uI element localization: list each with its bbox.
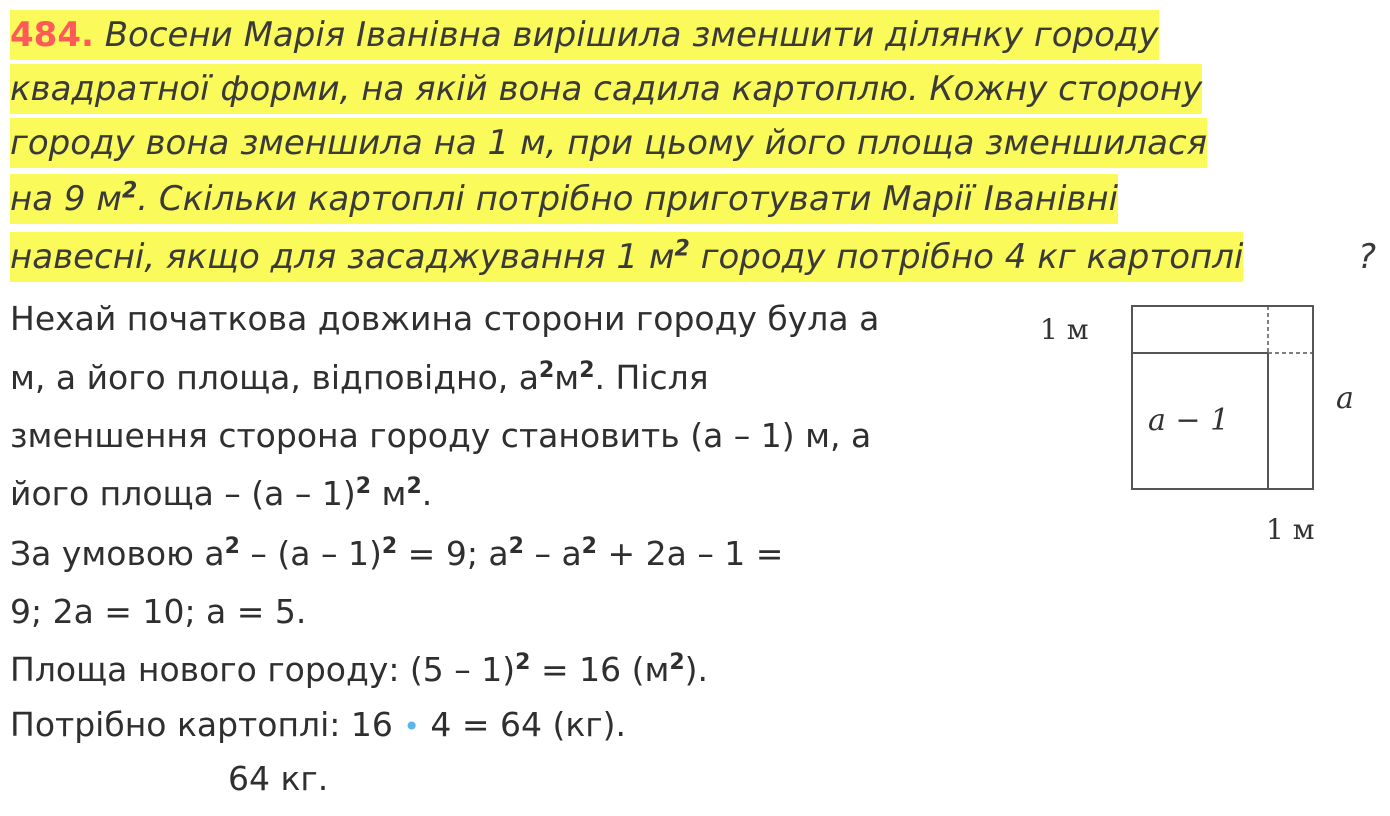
problem-text-1: Восени Марія Іванівна вирішила зменшити ділянку городу — [104, 15, 1159, 55]
solution-text: м — [371, 474, 407, 513]
multiply-dot: • — [403, 710, 420, 743]
square-diagram — [1100, 295, 1360, 555]
solution-line-7 — [10, 648, 708, 692]
superscript: 2 — [674, 236, 690, 262]
solution-line-2 — [10, 356, 709, 400]
superscript: 2 — [515, 650, 531, 675]
superscript: 2 — [669, 650, 685, 675]
label-bottom: 1 м — [1266, 513, 1315, 546]
problem-line-4 — [10, 174, 1118, 224]
solution-text: . — [421, 474, 433, 513]
answer: 64 кг. — [228, 759, 329, 798]
solution-text: = 9; а — [397, 534, 509, 573]
solution-text: м — [554, 358, 580, 397]
solution-text: його площа – (а – 1) — [10, 474, 356, 513]
superscript: 2 — [224, 534, 240, 559]
solution-text: + 2а – 1 = — [596, 534, 784, 573]
superscript: 2 — [406, 474, 422, 499]
label-side: a — [1336, 381, 1354, 416]
solution-line-4 — [10, 472, 432, 516]
solution-text: ). — [684, 650, 709, 689]
question-mark: ? — [1358, 237, 1377, 277]
label-top-left: 1 м — [1040, 313, 1089, 346]
solution-text: Потрібно картоплі: 16 — [10, 705, 404, 744]
problem-text-2: квадратної форми, на якій вона садила картоплю. Кожну сторону — [10, 69, 1203, 109]
problem-text-5b: городу потрібно 4 кг картоплі — [689, 237, 1244, 277]
superscript: 2 — [121, 178, 138, 204]
solution-line-1: Нехай початкова довжина сторони городу була а — [10, 299, 880, 338]
problem-line-2 — [10, 64, 1202, 114]
solution-text: = 16 (м — [530, 650, 670, 689]
solution-text: – а — [523, 534, 582, 573]
solution-text: 4 = 64 (кг). — [419, 705, 627, 744]
solution-text: За умовою а — [10, 534, 225, 573]
solution-line-6: 9; 2а = 10; а = 5. — [10, 592, 307, 631]
problem-text-5a: навесні, якщо для засаджування 1 м — [10, 237, 675, 277]
solution-text: – (а – 1) — [239, 534, 382, 573]
superscript: 2 — [579, 358, 595, 383]
superscript: 2 — [508, 534, 524, 559]
problem-line-5 — [10, 232, 1243, 282]
problem-text-4a: на 9 м — [10, 179, 122, 219]
problem-line-1 — [10, 10, 1159, 60]
problem-text-4b: . Скільки картоплі потрібно приготувати Марії Іванівні — [137, 179, 1119, 219]
plot-diagram — [1040, 295, 1360, 555]
problem-line-3 — [10, 118, 1207, 168]
problem-text-3: городу вона зменшила на 1 м, при цьому його площа зменшилася — [10, 123, 1208, 163]
superscript: 2 — [581, 534, 597, 559]
solution-line-8 — [10, 703, 626, 749]
solution-line-5 — [10, 532, 783, 576]
label-inner: a − 1 — [1148, 403, 1230, 438]
solution-text: Площа нового городу: (5 – 1) — [10, 650, 516, 689]
solution-line-3: зменшення сторона городу становить (а – 1) м, а — [10, 416, 872, 455]
problem-number: 484. — [10, 15, 94, 55]
outer-square — [1132, 306, 1313, 489]
superscript: 2 — [538, 358, 555, 383]
solution-text: . Після — [594, 358, 709, 397]
superscript: 2 — [355, 474, 372, 499]
solution-text: м, а його площа, відповідно, а — [10, 358, 539, 397]
superscript: 2 — [381, 534, 398, 559]
